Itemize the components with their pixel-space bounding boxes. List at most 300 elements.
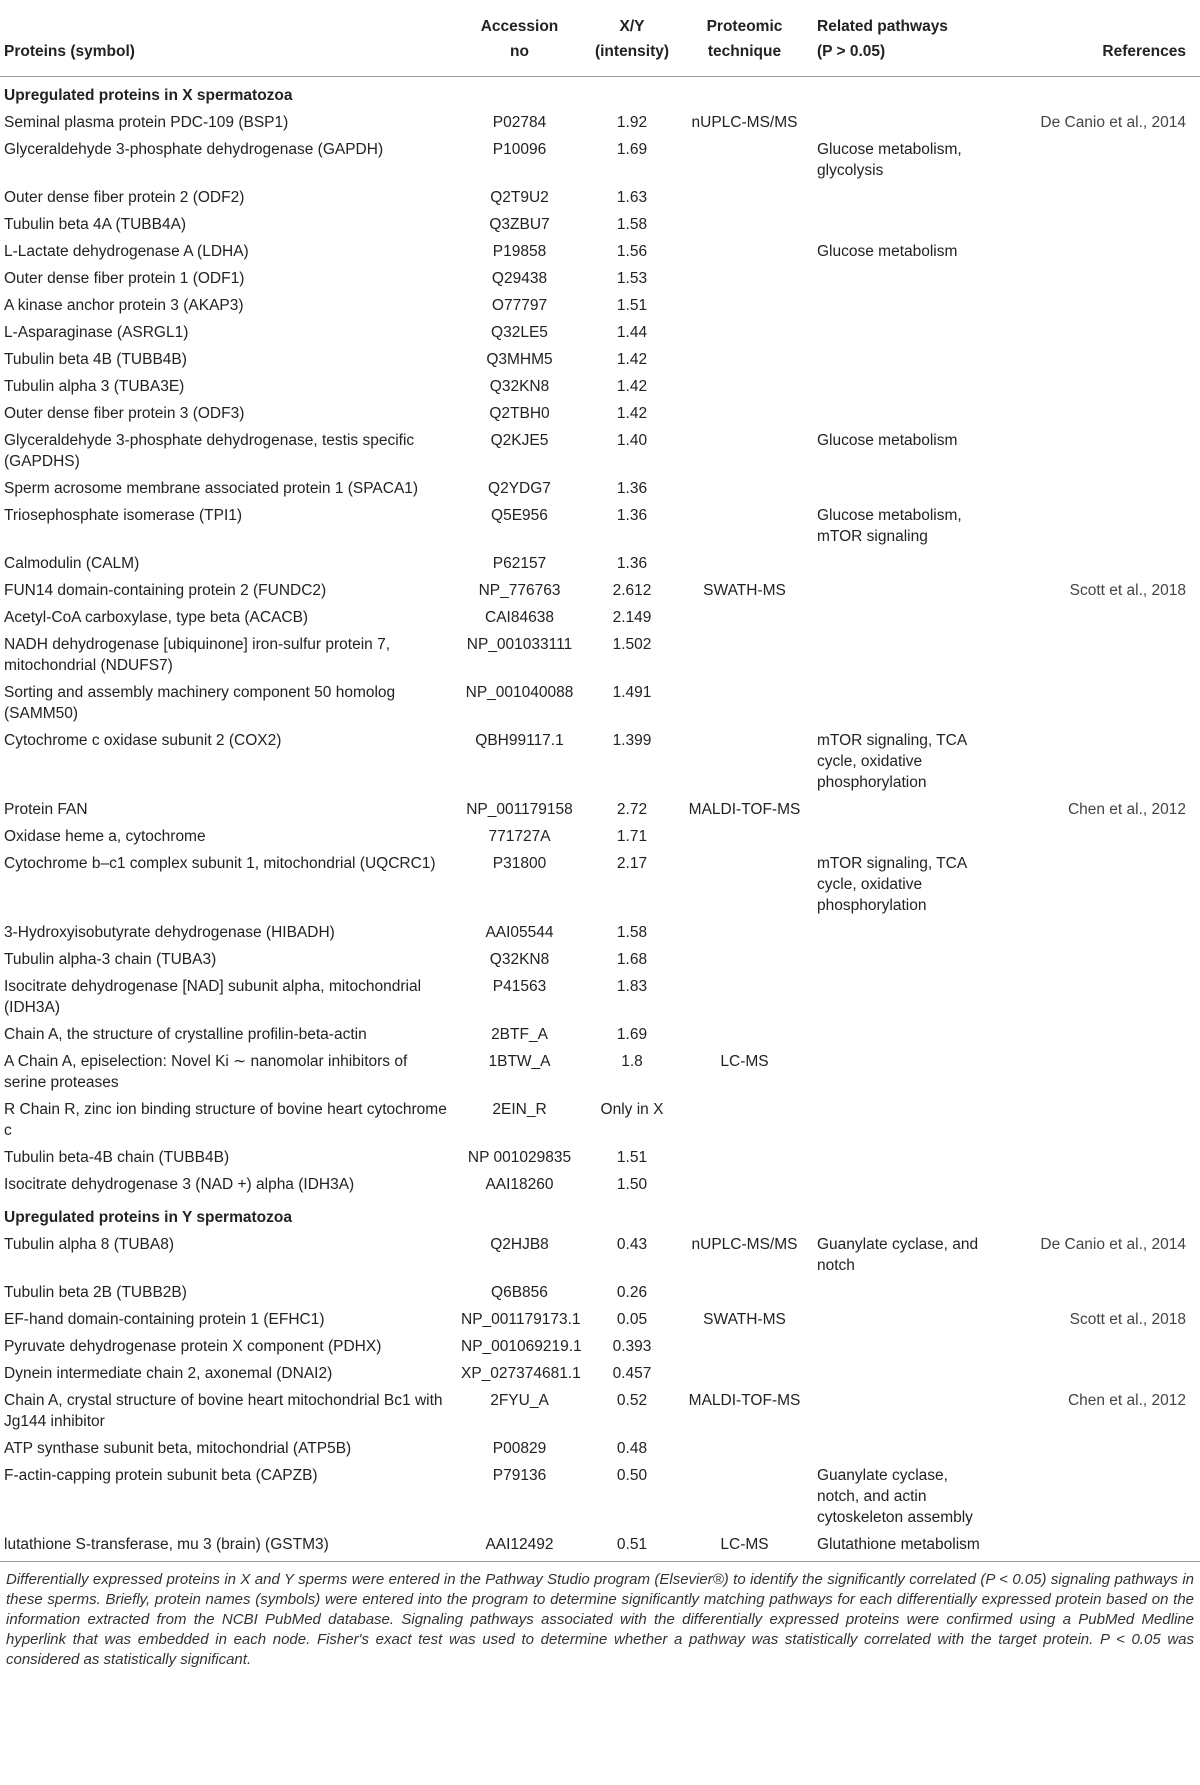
cell-technique (682, 1279, 807, 1306)
cell-pathways (807, 1021, 997, 1048)
cell-accession: P79136 (492, 1467, 547, 1484)
cell-technique (682, 475, 807, 502)
cell-technique: nUPLC-MS/MS (691, 114, 798, 131)
header-technique-line2: technique (707, 43, 782, 60)
cell-technique (682, 238, 807, 265)
table-row (0, 973, 1200, 1021)
cell-accession: P31800 (492, 855, 547, 872)
cell-protein: EF-hand domain-containing protein 1 (EFHC1) (4, 1311, 325, 1328)
table-row (0, 136, 1200, 184)
cell-accession: O77797 (491, 297, 548, 314)
cell-pathways: Glutathione metabolism (807, 1531, 997, 1562)
cell-protein: Tubulin beta 2B (TUBB2B) (4, 1284, 187, 1301)
cell-xy-intensity: 2.17 (616, 855, 648, 872)
cell-accession: CAI84638 (485, 609, 554, 626)
table-row (0, 823, 1200, 850)
table-row (0, 1462, 1200, 1531)
cell-accession: P19858 (492, 243, 547, 260)
cell-technique (682, 1360, 807, 1387)
cell-protein: ATP synthase subunit beta, mitochondrial (ATP5B) (4, 1440, 352, 1457)
cell-protein: Isocitrate dehydrogenase [NAD] subunit alpha, mitochondrial (IDH3A) (4, 978, 422, 1016)
cell-reference (997, 919, 1200, 946)
cell-technique (682, 265, 807, 292)
cell-technique (682, 373, 807, 400)
header-accession (457, 0, 582, 77)
cell-pathways: Glucose metabolism (817, 243, 958, 260)
cell-reference (997, 319, 1200, 346)
cell-xy-intensity: 0.457 (612, 1365, 652, 1382)
cell-accession: Q6B856 (491, 1284, 548, 1301)
table-row (0, 550, 1200, 577)
cell-accession: Q3ZBU7 (489, 216, 550, 233)
table-header (0, 0, 1200, 77)
cell-xy-intensity: 1.58 (616, 924, 648, 941)
table-row (0, 1096, 1200, 1144)
header-technique-line1: Proteomic (706, 18, 783, 35)
cell-technique: LC-MS (720, 1053, 769, 1070)
table-row (0, 265, 1200, 292)
cell-protein: Seminal plasma protein PDC-109 (BSP1) (4, 114, 289, 131)
cell-technique: SWATH-MS (703, 1311, 786, 1328)
cell-protein: Cytochrome c oxidase subunit 2 (COX2) (4, 732, 282, 749)
table-row (0, 577, 1200, 604)
cell-pathways (807, 796, 997, 823)
cell-protein: F-actin-capping protein subunit beta (CAPZB) (4, 1467, 318, 1484)
cell-reference (997, 211, 1200, 238)
table-row (0, 1333, 1200, 1360)
cell-xy-intensity: 0.52 (616, 1392, 648, 1409)
cell-technique (682, 292, 807, 319)
table-row (0, 184, 1200, 211)
cell-technique (682, 427, 807, 475)
header-accession-line1: Accession (480, 18, 559, 35)
cell-xy-intensity: 1.53 (616, 270, 648, 287)
cell-protein: Outer dense fiber protein 1 (ODF1) (4, 270, 245, 287)
cell-accession: Q2TBH0 (489, 405, 550, 422)
header-xy-line2: (intensity) (594, 43, 670, 60)
cell-accession: 2FYU_A (490, 1392, 549, 1409)
cell-technique (682, 1144, 807, 1171)
cell-xy-intensity: 0.26 (616, 1284, 648, 1301)
table-row (0, 631, 1200, 679)
cell-protein: Chain A, crystal structure of bovine heart mitochondrial Bc1 with Jg144 inhibitor (4, 1392, 443, 1430)
cell-xy-intensity: 1.92 (616, 114, 648, 131)
cell-accession: 2EIN_R (492, 1101, 547, 1118)
cell-technique (682, 1171, 807, 1198)
cell-protein: Pyruvate dehydrogenase protein X component (PDHX) (4, 1338, 382, 1355)
cell-protein: Tubulin alpha 8 (TUBA8) (4, 1236, 175, 1253)
cell-xy-intensity: Only in X (600, 1101, 664, 1118)
cell-pathways (807, 373, 997, 400)
table-row (0, 400, 1200, 427)
cell-pathways: Guanylate cyclase, notch, and actin cytoskeleton assembly (817, 1467, 973, 1526)
cell-xy-intensity: 1.8 (621, 1053, 643, 1070)
cell-xy-intensity: 1.69 (616, 1026, 648, 1043)
cell-pathways (807, 292, 997, 319)
table-row (0, 427, 1200, 475)
cell-reference (997, 973, 1200, 1021)
cell-pathways (807, 400, 997, 427)
cell-accession: P00829 (492, 1440, 547, 1457)
cell-pathways (807, 1096, 997, 1144)
cell-pathways (807, 1306, 997, 1333)
cell-accession: NP_001179158 (466, 801, 573, 818)
cell-technique: MALDI-TOF-MS (688, 801, 801, 818)
cell-accession: NP 001029835 (467, 1149, 572, 1166)
cell-accession: Q29438 (491, 270, 548, 287)
cell-reference (997, 238, 1200, 265)
table-row (0, 1279, 1200, 1306)
cell-pathways (807, 1333, 997, 1360)
cell-accession: Q2HJB8 (490, 1236, 549, 1253)
table-row (0, 373, 1200, 400)
cell-reference (997, 1096, 1200, 1144)
table-row (0, 319, 1200, 346)
section-row (0, 1198, 1200, 1231)
cell-xy-intensity: 0.48 (616, 1440, 648, 1457)
cell-protein: Glyceraldehyde 3-phosphate dehydrogenase (GAPDH) (4, 141, 384, 158)
cell-xy-intensity: 1.69 (616, 141, 648, 158)
cell-pathways: Glucose metabolism, mTOR signaling (817, 507, 962, 545)
cell-xy-intensity: 2.149 (612, 609, 652, 626)
cell-pathways (807, 919, 997, 946)
table-body (0, 77, 1200, 1562)
cell-technique (682, 946, 807, 973)
table-row (0, 946, 1200, 973)
cell-accession: Q5E956 (491, 507, 548, 524)
cell-pathways (807, 577, 997, 604)
cell-protein: Tubulin beta 4B (TUBB4B) (4, 351, 187, 368)
cell-xy-intensity: 1.83 (616, 978, 648, 995)
cell-accession: Q32LE5 (491, 324, 548, 341)
cell-xy-intensity: 1.58 (616, 216, 648, 233)
cell-xy-intensity: 0.51 (582, 1531, 682, 1562)
cell-reference (997, 727, 1200, 796)
table-row (0, 238, 1200, 265)
cell-protein: Tubulin alpha 3 (TUBA3E) (4, 378, 185, 395)
table-row (0, 604, 1200, 631)
cell-xy-intensity: 1.42 (616, 405, 648, 422)
table-row (0, 850, 1200, 919)
header-pathways-line2: (P > 0.05) (817, 43, 886, 60)
cell-accession: Q32KN8 (489, 378, 550, 395)
table-row (0, 1435, 1200, 1462)
header-xy (582, 0, 682, 77)
cell-xy-intensity: 1.36 (616, 507, 648, 524)
cell-protein: Sperm acrosome membrane associated protein 1 (SPACA1) (4, 480, 419, 497)
header-technique (682, 0, 807, 77)
table-row (0, 1231, 1200, 1279)
cell-accession: NP_001069219.1 (461, 1338, 582, 1355)
cell-reference (997, 604, 1200, 631)
cell-xy-intensity: 2.612 (612, 582, 652, 599)
cell-technique (682, 1333, 807, 1360)
cell-reference (997, 373, 1200, 400)
cell-protein: A kinase anchor protein 3 (AKAP3) (4, 297, 244, 314)
cell-technique (682, 211, 807, 238)
cell-technique (682, 919, 807, 946)
cell-reference (997, 823, 1200, 850)
cell-protein: Dynein intermediate chain 2, axonemal (DNAI2) (4, 1365, 333, 1382)
cell-pathways (807, 631, 997, 679)
cell-pathways (807, 1360, 997, 1387)
cell-accession: P10096 (492, 141, 547, 158)
cell-reference (997, 850, 1200, 919)
cell-protein: Outer dense fiber protein 3 (ODF3) (4, 405, 245, 422)
cell-reference (997, 346, 1200, 373)
cell-pathways (807, 946, 997, 973)
table-row (0, 475, 1200, 502)
cell-protein: A Chain A, episelection: Novel Ki ∼ nanomolar inhibitors of serine proteases (4, 1053, 408, 1091)
cell-protein: L-Asparaginase (ASRGL1) (4, 324, 189, 341)
cell-accession: NP_001040088 (465, 684, 574, 701)
cell-accession: Q3MHM5 (486, 351, 553, 368)
cell-xy-intensity: 1.491 (612, 684, 652, 701)
cell-accession: P02784 (492, 114, 547, 131)
cell-accession: 2BTF_A (491, 1026, 548, 1043)
table-row (0, 679, 1200, 727)
cell-xy-intensity: 1.68 (616, 951, 648, 968)
cell-pathways (807, 475, 997, 502)
cell-reference (997, 1279, 1200, 1306)
cell-reference (997, 427, 1200, 475)
cell-xy-intensity: 1.56 (616, 243, 648, 260)
cell-pathways (807, 1144, 997, 1171)
cell-pathways (807, 346, 997, 373)
cell-reference (997, 292, 1200, 319)
table-row (0, 109, 1200, 136)
cell-pathways (807, 604, 997, 631)
cell-technique: LC-MS (682, 1531, 807, 1562)
cell-reference (997, 1021, 1200, 1048)
cell-xy-intensity: 1.399 (612, 732, 652, 749)
cell-technique (682, 319, 807, 346)
cell-pathways (807, 1279, 997, 1306)
cell-technique (682, 1096, 807, 1144)
cell-protein: Tubulin alpha-3 chain (TUBA3) (4, 951, 217, 968)
cell-protein: lutathione S-transferase, mu 3 (brain) (GSTM3) (0, 1531, 457, 1562)
cell-technique (682, 346, 807, 373)
cell-technique (682, 400, 807, 427)
header-pathways-line1: Related pathways (817, 18, 948, 35)
cell-pathways (807, 679, 997, 727)
cell-xy-intensity: 1.40 (616, 432, 648, 449)
cell-reference (997, 1435, 1200, 1462)
cell-accession: Q2YDG7 (488, 480, 551, 497)
cell-reference (997, 1531, 1200, 1562)
cell-xy-intensity: 1.51 (616, 297, 648, 314)
cell-protein: Sorting and assembly machinery component 50 homolog (SAMM50) (4, 684, 396, 722)
cell-reference (997, 1333, 1200, 1360)
table-row (0, 1360, 1200, 1387)
cell-technique (682, 973, 807, 1021)
cell-reference (997, 475, 1200, 502)
table-footnote: Differentially expressed proteins in X and Y sperms were entered in the Pathway Studio program (Elsevier®) to identify the significantly correlated (P < 0.05) signaling pathways in these sperms. Briefly, protein names (symbols) were entered into the program to determine significantly matching pathways for each differentially expressed protein based on the information extracted from the NCBI PubMed database. Signaling pathways associated with the differentially expressed proteins were confirmed using a PubMed Medline hyperlink that was embedded in each node. Fisher's exact test was used to determine whether a pathway was statistically correlated with the target protein. P < 0.05 was considered as statistically significant. (6, 1571, 1194, 1668)
cell-technique (682, 604, 807, 631)
cell-accession: P41563 (492, 978, 547, 995)
cell-xy-intensity: 1.36 (616, 555, 648, 572)
cell-accession: 1BTW_A (488, 1053, 551, 1070)
cell-protein: Glyceraldehyde 3-phosphate dehydrogenase, testis specific (GAPDHS) (4, 432, 415, 470)
cell-reference: De Canio et al., 2014 (1040, 114, 1186, 131)
cell-protein: Tubulin beta 4A (TUBB4A) (4, 216, 187, 233)
header-xy-line1: X/Y (619, 18, 645, 35)
cell-protein: Acetyl-CoA carboxylase, type beta (ACACB) (4, 609, 309, 626)
cell-accession: Q32KN8 (489, 951, 550, 968)
cell-technique (682, 550, 807, 577)
cell-reference (997, 265, 1200, 292)
table-row (0, 1144, 1200, 1171)
cell-pathways (807, 1171, 997, 1198)
cell-xy-intensity: 0.43 (616, 1236, 648, 1253)
cell-xy-intensity: 1.42 (616, 378, 648, 395)
cell-pathways: mTOR signaling, TCA cycle, oxidative phosphorylation (817, 855, 967, 914)
table-row (0, 1048, 1200, 1096)
table-row (0, 502, 1200, 550)
cell-reference: Chen et al., 2012 (1067, 1392, 1186, 1409)
cell-pathways (807, 823, 997, 850)
cell-protein: Outer dense fiber protein 2 (ODF2) (4, 189, 245, 206)
cell-protein: Chain A, the structure of crystalline profilin-beta-actin (4, 1026, 367, 1043)
table-row (0, 1171, 1200, 1198)
cell-reference (997, 1144, 1200, 1171)
cell-xy-intensity: 1.63 (616, 189, 648, 206)
cell-xy-intensity: 0.05 (616, 1311, 648, 1328)
cell-reference (997, 1048, 1200, 1096)
cell-accession: P62157 (492, 555, 547, 572)
header-accession-line2: no (510, 43, 529, 60)
section-title: Upregulated proteins in X spermatozoa (4, 87, 293, 104)
header-pathways (807, 0, 997, 77)
cell-xy-intensity: 2.72 (616, 801, 648, 818)
cell-xy-intensity: 1.71 (616, 828, 648, 845)
cell-technique (682, 1462, 807, 1531)
cell-accession: NP_776763 (478, 582, 561, 599)
cell-reference: Chen et al., 2012 (1067, 801, 1186, 818)
cell-pathways: Glucose metabolism (817, 432, 958, 449)
cell-xy-intensity: 1.502 (612, 636, 652, 653)
cell-technique (682, 184, 807, 211)
cell-pathways (807, 550, 997, 577)
cell-reference (997, 1360, 1200, 1387)
cell-pathways: Glucose metabolism, glycolysis (817, 141, 962, 179)
table-row (0, 211, 1200, 238)
cell-xy-intensity: 0.50 (616, 1467, 648, 1484)
cell-xy-intensity: 1.50 (616, 1176, 648, 1193)
table-row (0, 292, 1200, 319)
cell-technique (682, 136, 807, 184)
cell-technique (682, 502, 807, 550)
cell-reference (997, 679, 1200, 727)
cell-reference: Scott et al., 2018 (1069, 582, 1186, 599)
cell-accession: XP_027374681.1 (461, 1365, 581, 1382)
cell-pathways (807, 319, 997, 346)
table-row (0, 727, 1200, 796)
cell-reference (997, 946, 1200, 973)
cell-technique (682, 679, 807, 727)
table-row (0, 1021, 1200, 1048)
cell-xy-intensity: 1.36 (616, 480, 648, 497)
header-references: References (997, 0, 1200, 77)
cell-accession: NP_001179173.1 (461, 1311, 581, 1328)
cell-xy-intensity: 1.51 (616, 1149, 648, 1166)
table-row (0, 919, 1200, 946)
cell-pathways: mTOR signaling, TCA cycle, oxidative phosphorylation (817, 732, 967, 791)
cell-protein: Protein FAN (4, 801, 88, 818)
cell-reference (997, 502, 1200, 550)
cell-pathways (807, 973, 997, 1021)
cell-accession: 771727A (488, 828, 551, 845)
cell-accession: Q2KJE5 (490, 432, 549, 449)
cell-accession: NP_001033111 (466, 636, 573, 653)
cell-technique (682, 1435, 807, 1462)
cell-pathways (807, 265, 997, 292)
cell-pathways (807, 1048, 997, 1096)
table-row (0, 1531, 1200, 1562)
cell-pathways (807, 1387, 997, 1435)
cell-reference (997, 1462, 1200, 1531)
cell-technique (682, 850, 807, 919)
cell-technique (682, 823, 807, 850)
cell-reference (997, 1171, 1200, 1198)
cell-xy-intensity: 1.42 (616, 351, 648, 368)
cell-protein: 3-Hydroxyisobutyrate dehydrogenase (HIBADH) (4, 924, 335, 941)
cell-protein: Cytochrome b–c1 complex subunit 1, mitochondrial (UQCRC1) (4, 855, 436, 872)
cell-protein: R Chain R, zinc ion binding structure of bovine heart cytochrome c (4, 1101, 447, 1139)
cell-technique (682, 1021, 807, 1048)
section-row (0, 77, 1200, 110)
cell-reference (997, 400, 1200, 427)
cell-protein: FUN14 domain-containing protein 2 (FUNDC2) (4, 582, 327, 599)
cell-pathways (807, 184, 997, 211)
cell-pathways (807, 109, 997, 136)
cell-protein: Isocitrate dehydrogenase 3 (NAD +) alpha (IDH3A) (4, 1176, 355, 1193)
section-title: Upregulated proteins in Y spermatozoa (4, 1209, 292, 1226)
cell-technique (682, 631, 807, 679)
cell-accession: AAI12492 (457, 1531, 582, 1562)
cell-technique (682, 727, 807, 796)
cell-technique: MALDI-TOF-MS (688, 1392, 801, 1409)
cell-protein: Oxidase heme a, cytochrome (4, 828, 206, 845)
table-row (0, 796, 1200, 823)
table-row (0, 1387, 1200, 1435)
cell-technique: SWATH-MS (703, 582, 786, 599)
cell-protein: Triosephosphate isomerase (TPI1) (4, 507, 243, 524)
cell-accession: Q2T9U2 (490, 189, 549, 206)
cell-reference (997, 136, 1200, 184)
cell-protein: Tubulin beta-4B chain (TUBB4B) (4, 1149, 230, 1166)
table-row (0, 346, 1200, 373)
cell-pathways (807, 1435, 997, 1462)
cell-accession: AAI18260 (485, 1176, 554, 1193)
cell-reference (997, 184, 1200, 211)
cell-reference (997, 550, 1200, 577)
cell-xy-intensity: 1.44 (616, 324, 648, 341)
cell-accession: QBH99117.1 (475, 732, 564, 749)
cell-protein: NADH dehydrogenase [ubiquinone] iron-sulfur protein 7, mitochondrial (NDUFS7) (4, 636, 391, 674)
cell-xy-intensity: 0.393 (612, 1338, 652, 1355)
cell-technique: nUPLC-MS/MS (691, 1236, 798, 1253)
cell-reference: De Canio et al., 2014 (1040, 1236, 1186, 1253)
cell-reference (997, 631, 1200, 679)
cell-pathways (807, 211, 997, 238)
cell-reference: Scott et al., 2018 (1069, 1311, 1186, 1328)
header-protein: Proteins (symbol) (0, 0, 457, 77)
cell-protein: L-Lactate dehydrogenase A (LDHA) (4, 243, 249, 260)
table-row (0, 1306, 1200, 1333)
cell-accession: AAI05544 (485, 924, 554, 941)
cell-pathways: Guanylate cyclase, and notch (817, 1236, 979, 1274)
